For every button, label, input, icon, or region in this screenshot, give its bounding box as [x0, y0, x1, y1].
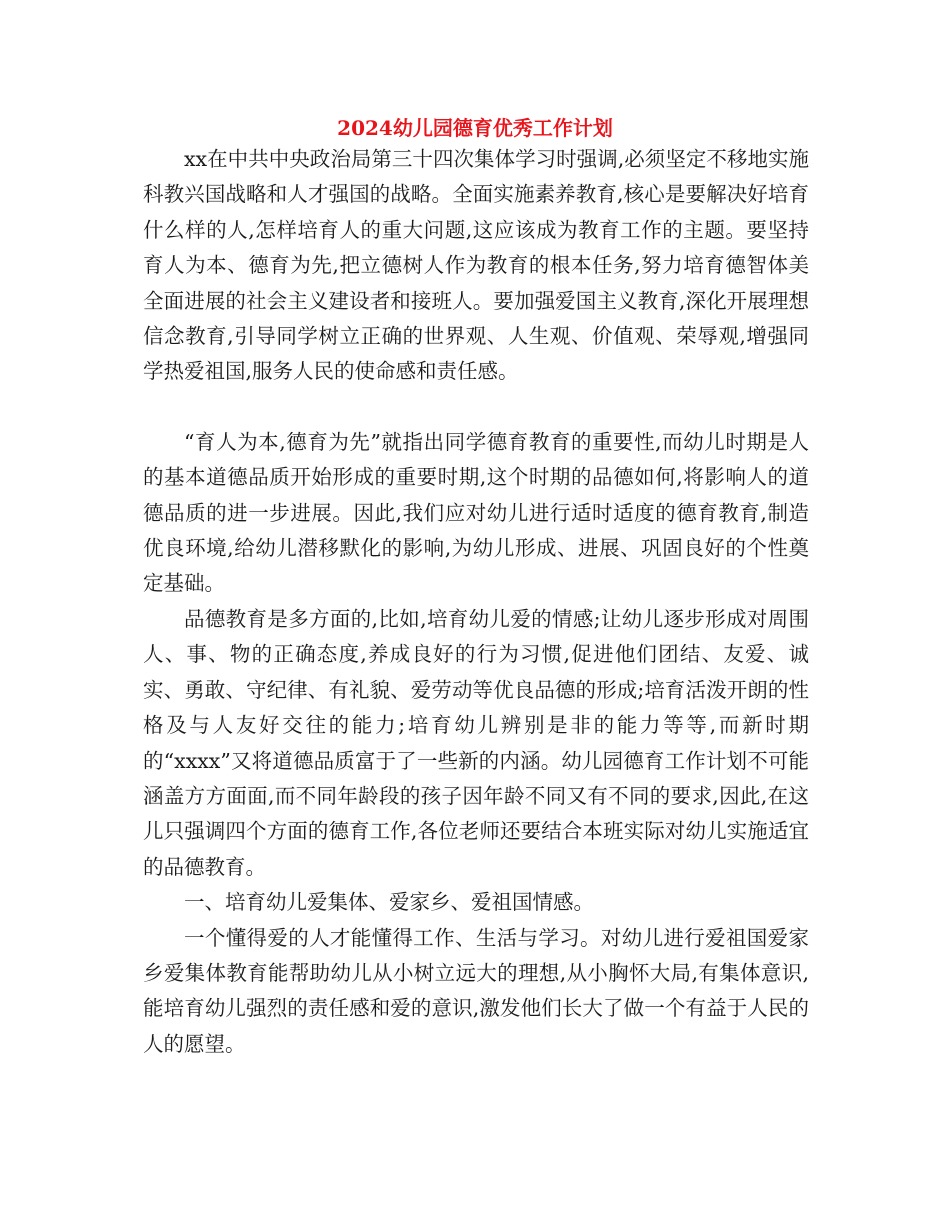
paragraph: 品德教育是多方面的,比如,培育幼儿爱的情感;让幼儿逐步形成对周围人、事、物的正确态度,养成良好的行为习惯,促进他们团结、友爱、诚实、勇敢、守纪律、有礼貌、爱劳动等优良品德的形成;培育活泼开朗的性格及与人友好交往的能力;培育幼儿辨别是非的能力等等,而新时期的“xxxx”又将道德品质富于了一些新的内涵。幼儿园德育工作计划不可能涵盖方方面面,而不同年龄段的孩子因年龄不同又有不同的要求,因此,在这儿只强调四个方面的德育工作,各位老师还要结合本班实际对幼儿实施适宜的品德教育。 — [143, 606, 809, 879]
document-body — [143, 142, 809, 1062]
document-title: 2024幼儿园德育优秀工作计划 — [337, 116, 613, 140]
paragraph: “育人为本,德育为先”就指出同学德育教育的重要性,而幼儿时期是人的基本道德品质开始形成的重要时期,这个时期的品德如何,将影响人的道德品质的进一步进展。因此,我们应对幼儿进行适时适度的德育教育,制造优良环境,给幼儿潜移默化的影响,为幼儿形成、进展、巩固良好的个性奠定基础。 — [143, 429, 809, 596]
paragraph: xx在中共中央政治局第三十四次集体学习时强调,必须坚定不移地实施科教兴国战略和人才强国的战略。全面实施素养教育,核心是要解决好培育什么样的人,怎样培育人的重大问题,这应该成为教育工作的主题。要坚持育人为本、德育为先,把立德树人作为教育的根本任务,努力培育德智体美全面进展的社会主义建设者和接班人。要加强爱国主义教育,深化开展理想信念教育,引导同学树立正确的世界观、人生观、价值观、荣辱观,增强同学热爱祖国,服务人民的使命感和责任感。 — [143, 147, 809, 384]
section-heading: 一、培育幼儿爱集体、爱家乡、爱祖国情感。 — [184, 890, 594, 915]
paragraph: 一个懂得爱的人才能懂得工作、生活与学习。对幼儿进行爱祖国爱家乡爱集体教育能帮助幼儿从小树立远大的理想,从小胸怀大局,有集体意识,能培育幼儿强烈的责任感和爱的意识,激发他们长大了做一个有益于人民的人的愿望。 — [143, 925, 809, 1056]
